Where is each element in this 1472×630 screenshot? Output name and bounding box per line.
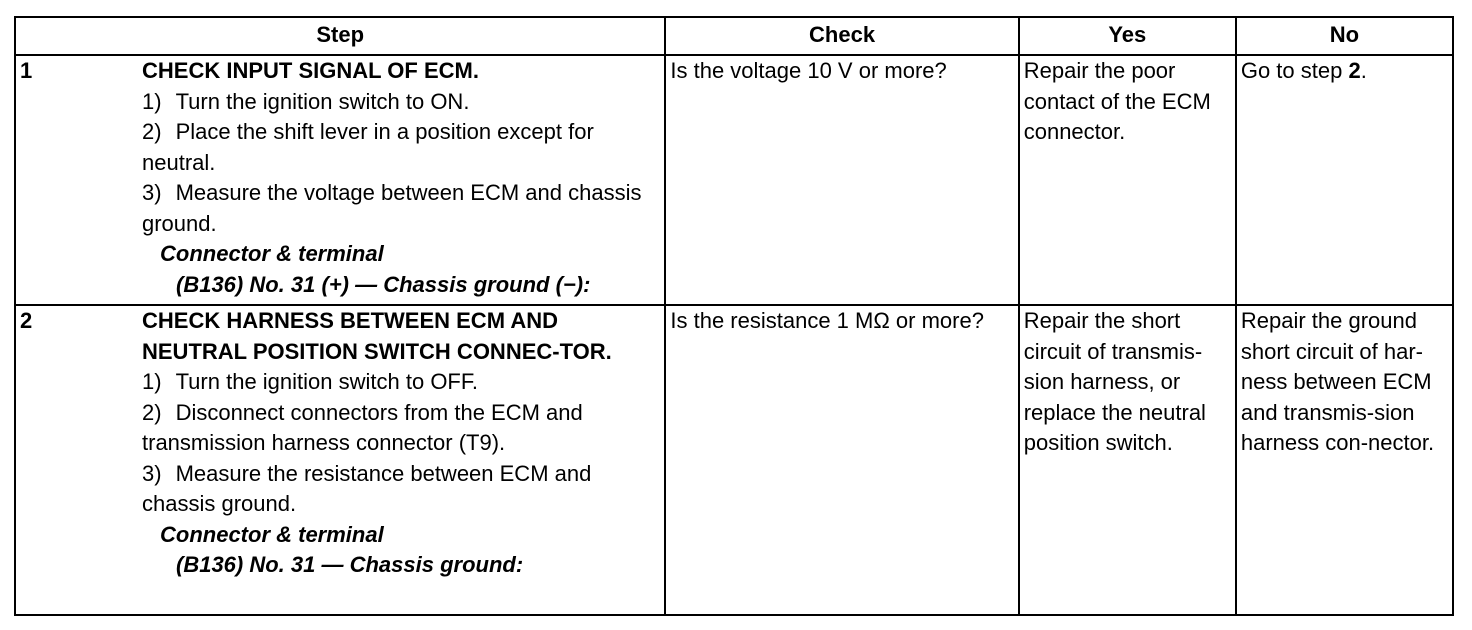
yes-cell [1019,305,1236,615]
header-step: Step [15,17,665,55]
step-cell [15,55,665,305]
substep: 3) Measure the resistance between ECM and chassis ground. [142,460,592,516]
connector-label: Connector & terminal [160,521,384,547]
header-no: No [1236,17,1453,55]
yes-text: Repair the short circuit of transmis-sion harness, or replace the neutral position switch. [1023,308,1206,455]
step-cell [15,305,665,615]
no-cell [1236,55,1453,305]
yes-cell [1019,55,1236,305]
step-reference: 2 [1348,58,1361,83]
no-text: Repair the ground short circuit of har-ness between ECM and transmis-sion harness con-nector. [1240,308,1435,455]
connector-value: (B136) No. 31 — Chassis ground: [176,552,524,577]
check-text: Is the voltage 10 V or more? [670,58,947,83]
header-yes: Yes [1019,17,1236,55]
table-row [15,55,1453,305]
substep: 1) Turn the ignition switch to ON. [142,88,470,114]
step-body [142,306,660,581]
step-number: 1 [20,58,33,83]
check-cell [665,305,1018,615]
substep: 2) Disconnect connectors from the ECM and transmission harness connector (T9). [142,399,583,455]
substep: 3) Measure the voltage between ECM and chassis ground. [142,180,642,236]
no-text: Go to step 2. [1240,58,1367,83]
substep: 1) Turn the ignition switch to OFF. [142,369,478,394]
step-body [142,56,660,300]
check-text: Is the resistance 1 MΩ or more? [670,308,984,333]
check-cell [665,55,1018,305]
table-row [15,305,1453,615]
step-title: CHECK INPUT SIGNAL OF ECM. [142,58,479,83]
step-title: CHECK HARNESS BETWEEN ECM AND NEUTRAL POSITION SWITCH CONNEC-TOR. [142,308,612,364]
no-cell [1236,305,1453,615]
step-number: 2 [20,308,33,333]
connector-label: Connector & terminal [160,241,384,266]
header-check: Check [665,17,1018,55]
connector-value: (B136) No. 31 (+) — Chassis ground (−): [176,271,591,297]
substep: 2) Place the shift lever in a position except for neutral. [142,119,594,175]
yes-text: Repair the poor contact of the ECM connector. [1023,58,1211,144]
diagnostic-table [14,16,1454,616]
header-row [15,17,1453,55]
